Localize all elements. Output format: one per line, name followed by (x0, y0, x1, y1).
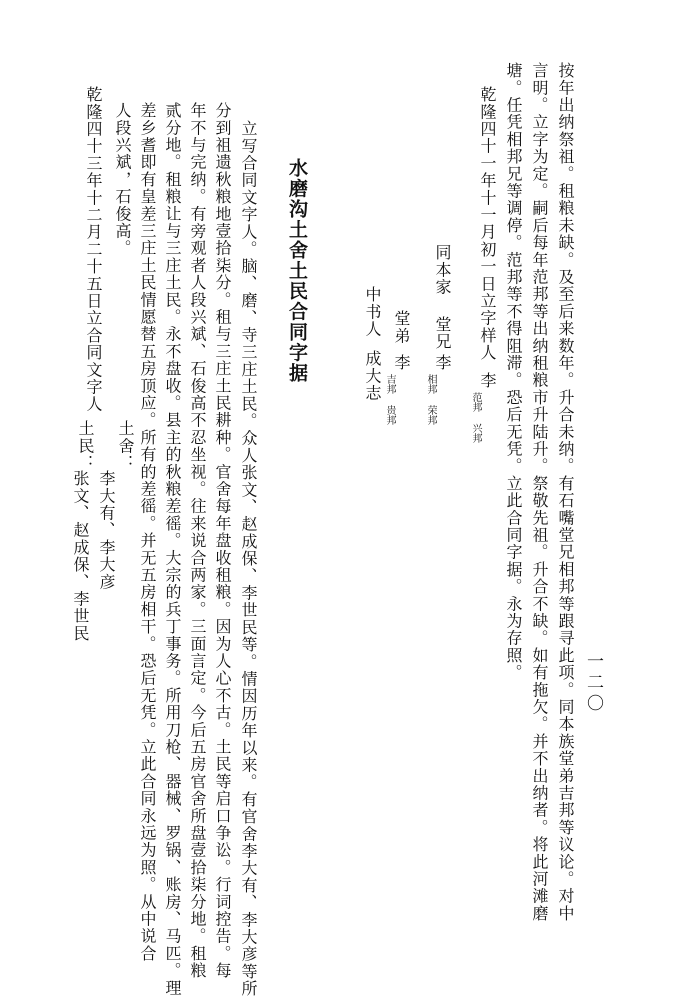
doc2-title: 水磨沟土舍土民合同字据 (286, 158, 308, 384)
doc1-signatory-2-family: 李 (392, 354, 411, 372)
page-number: 一二〇 (583, 652, 603, 715)
doc2-line-1: 立写合同文字人。脑、磨、寺三庄土民。众人张文、赵成保、李世民等。情因历年以来。有官舍李大有、李大彦等所 (239, 120, 258, 998)
doc2-tusher-names: 李大有、李大彦 (97, 470, 116, 591)
doc1-signatory-2-names: 吉邦 贵邦 (384, 374, 395, 425)
doc2-line-5: 差乡耆即有皇差三庄土民情愿替五房顶应。所有的差徭。并无五房相干。恐后无凭。立此合同永远为照。从中说合 (138, 102, 157, 962)
doc2-date: 乾隆四十三年十二月二十五日立合同文字人 (84, 86, 103, 413)
doc1-signatory-2-role: 堂弟 (392, 310, 411, 345)
doc2-line-6: 人段兴斌，石俊高。 (113, 102, 132, 257)
doc1-date: 乾隆四十一年十一月初一日立字样人 (478, 86, 497, 362)
doc1-line-3: 塘。任凭相邦兄等调停。范邦等不得阻滞。恐后无凭。立此合同字据。永为存照。 (504, 62, 523, 682)
doc2-tusher-label: 土舍： (116, 420, 135, 472)
doc1-signatory-1-names: 相邦 荣邦 (425, 374, 436, 425)
doc1-line-1: 按年出纳祭祖。租粮未缺。及至后来数年。升合未纳。有石嘴堂兄相邦等跟寻此项。同本族堂弟吉邦等议论。对中 (556, 62, 575, 922)
doc2-line-4: 贰分地。租粮让与三庄土民。永不盘收。县主的秋粮差徭。大宗的兵丁事务。所用刀枪、器械、罗锅、账房、马匹。理 (163, 102, 182, 997)
doc1-signatory-3-family: 成大志 (363, 350, 382, 402)
doc1-signer-names: 范邦 兴邦 (470, 392, 481, 443)
doc1-signer-family: 李 (478, 372, 497, 390)
doc2-tumin-label: 土民： (76, 420, 95, 472)
doc1-line-2: 言明。立字为定。嗣后每年范邦等出纳租粮市升陆升。祭敬先祖。升合不缺。如有拖欠。并不出纳者。将此河滩磨 (530, 62, 549, 922)
doc2-line-2: 分到祖遗秋粮地壹拾柒分。租与三庄土民耕种。官舍每年盘收租粮。因为人心不古。土民等启口争讼。行词控告。每 (213, 102, 232, 980)
doc2-tumin-names: 张文、赵成保、李世民 (71, 470, 90, 642)
doc1-signatory-3-role: 中书人 (363, 286, 382, 338)
doc1-signatory-1-family: 李 (433, 354, 452, 372)
doc1-signatory-1-role: 同本家 堂兄 (433, 244, 452, 351)
doc2-line-3: 年不与完纳。有旁观者人段兴斌、石俊高不忍坐视。往来说合两家。三面言定。今后五房官舍所盘壹拾柒分地。租粮 (188, 102, 207, 980)
